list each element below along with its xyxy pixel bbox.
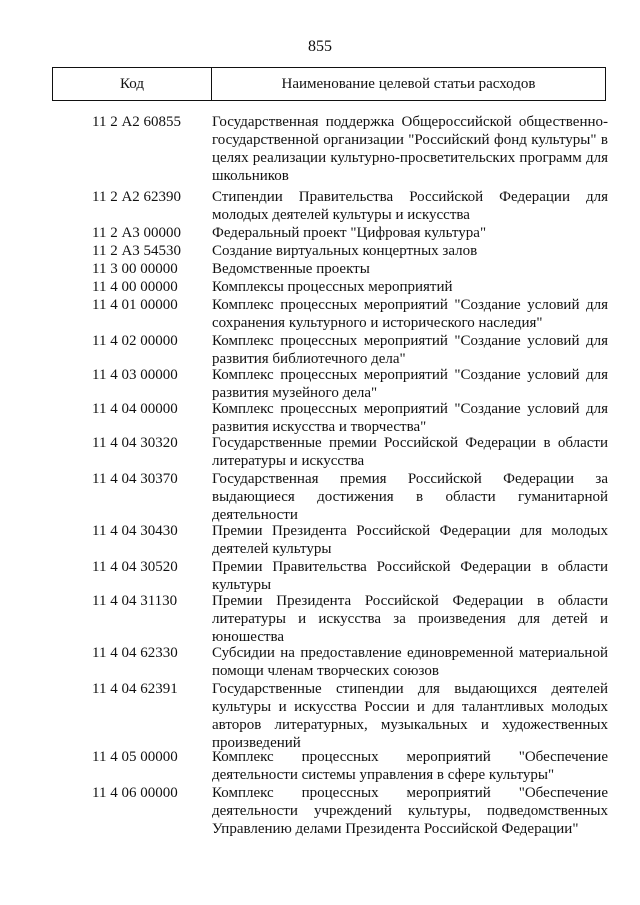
row-code: 11 4 04 31130 <box>92 593 178 609</box>
row-name: Федеральный проект "Цифровая культура" <box>212 225 487 241</box>
row-code: 11 4 04 00000 <box>92 401 178 417</box>
row-code: 11 2 А2 62390 <box>92 189 182 205</box>
row-code: 11 4 05 00000 <box>92 749 178 765</box>
table-row <box>0 278 640 296</box>
row-code: 11 4 00 00000 <box>92 279 178 295</box>
table-row <box>0 434 640 470</box>
row-name: Комплекс процессных мероприятий "Создание условий для развития библиотечного дела" <box>212 333 608 367</box>
row-code: 11 3 00 00000 <box>92 261 178 277</box>
row-code: 11 4 04 62330 <box>92 645 178 661</box>
row-name: Государственная премия Российской Федерации за выдающиеся достижения в области гуманитарной деятельности <box>212 471 608 523</box>
table-row <box>0 366 640 400</box>
row-name: Комплекс процессных мероприятий "Создание условий для сохранения культурного и исторического наследия" <box>212 297 608 331</box>
row-name: Создание виртуальных концертных залов <box>212 243 478 259</box>
row-code: 11 4 04 62391 <box>92 681 178 697</box>
row-code: 11 4 03 00000 <box>92 367 178 383</box>
row-name: Государственные премии Российской Федерации в области литературы и искусства <box>212 435 608 469</box>
row-name: Ведомственные проекты <box>212 261 370 277</box>
table-row <box>0 680 640 751</box>
table-row <box>0 332 640 366</box>
table-row <box>0 188 640 224</box>
row-code: 11 4 04 30520 <box>92 559 178 575</box>
row-name: Премии Президента Российской Федерации для молодых деятелей культуры <box>212 523 608 557</box>
table-row <box>0 522 640 558</box>
row-code: 11 4 04 30370 <box>92 471 178 487</box>
table-row <box>0 558 640 592</box>
table-row <box>0 784 640 838</box>
table-row <box>0 470 640 522</box>
row-name: Стипендии Правительства Российской Федерации для молодых деятелей культуры и искусства <box>212 189 608 223</box>
row-code: 11 4 04 30320 <box>92 435 178 451</box>
row-code: 11 2 А3 54530 <box>92 243 182 259</box>
table-header <box>52 67 606 101</box>
row-name: Комплекс процессных мероприятий "Создание условий для развития музейного дела" <box>212 367 608 401</box>
table-row <box>0 592 640 644</box>
row-name: Премии Президента Российской Федерации в области литературы и искусства за произведения для детей и юношества <box>212 593 608 645</box>
table-row <box>0 113 640 188</box>
table-row <box>0 748 640 784</box>
row-code: 11 4 04 30430 <box>92 523 178 539</box>
row-name: Комплекс процессных мероприятий "Создание условий для развития искусства и творчества" <box>212 401 608 435</box>
row-name: Государственная поддержка Общероссийской общественно-государственной организации "Российский фонд культуры" в целях реализации культурно-просветительских программ для школьников <box>212 114 608 184</box>
row-name: Комплекс процессных мероприятий "Обеспечение деятельности системы управления в сфере культуры" <box>212 749 608 783</box>
row-code: 11 4 06 00000 <box>92 785 178 801</box>
row-code: 11 2 А3 00000 <box>92 225 182 241</box>
table-row <box>0 260 640 278</box>
table-body <box>0 113 640 838</box>
header-name: Наименование целевой статьи расходов <box>281 75 536 92</box>
table-row <box>0 296 640 332</box>
table-row <box>0 242 640 260</box>
table-row <box>0 224 640 242</box>
row-name: Государственные стипендии для выдающихся деятелей культуры и искусства России и для талантливых молодых авторов литературных, музыкальных и художественных произведений <box>212 681 608 751</box>
row-code: 11 2 А2 60855 <box>92 114 182 130</box>
row-name: Премии Правительства Российской Федерации в области культуры <box>212 559 608 593</box>
row-name: Комплекс процессных мероприятий "Обеспечение деятельности учреждений культуры, подведомственных Управлению делами Президента Российской Федерации" <box>212 785 608 837</box>
row-code: 11 4 01 00000 <box>92 297 178 313</box>
row-name: Комплексы процессных мероприятий <box>212 279 453 295</box>
table-row <box>0 644 640 680</box>
row-code: 11 4 02 00000 <box>92 333 178 349</box>
row-name: Субсидии на предоставление единовременной материальной помощи членам творческих союзов <box>212 645 608 679</box>
table-row <box>0 400 640 434</box>
page-number: 855 <box>308 38 332 55</box>
header-code: Код <box>53 68 212 100</box>
